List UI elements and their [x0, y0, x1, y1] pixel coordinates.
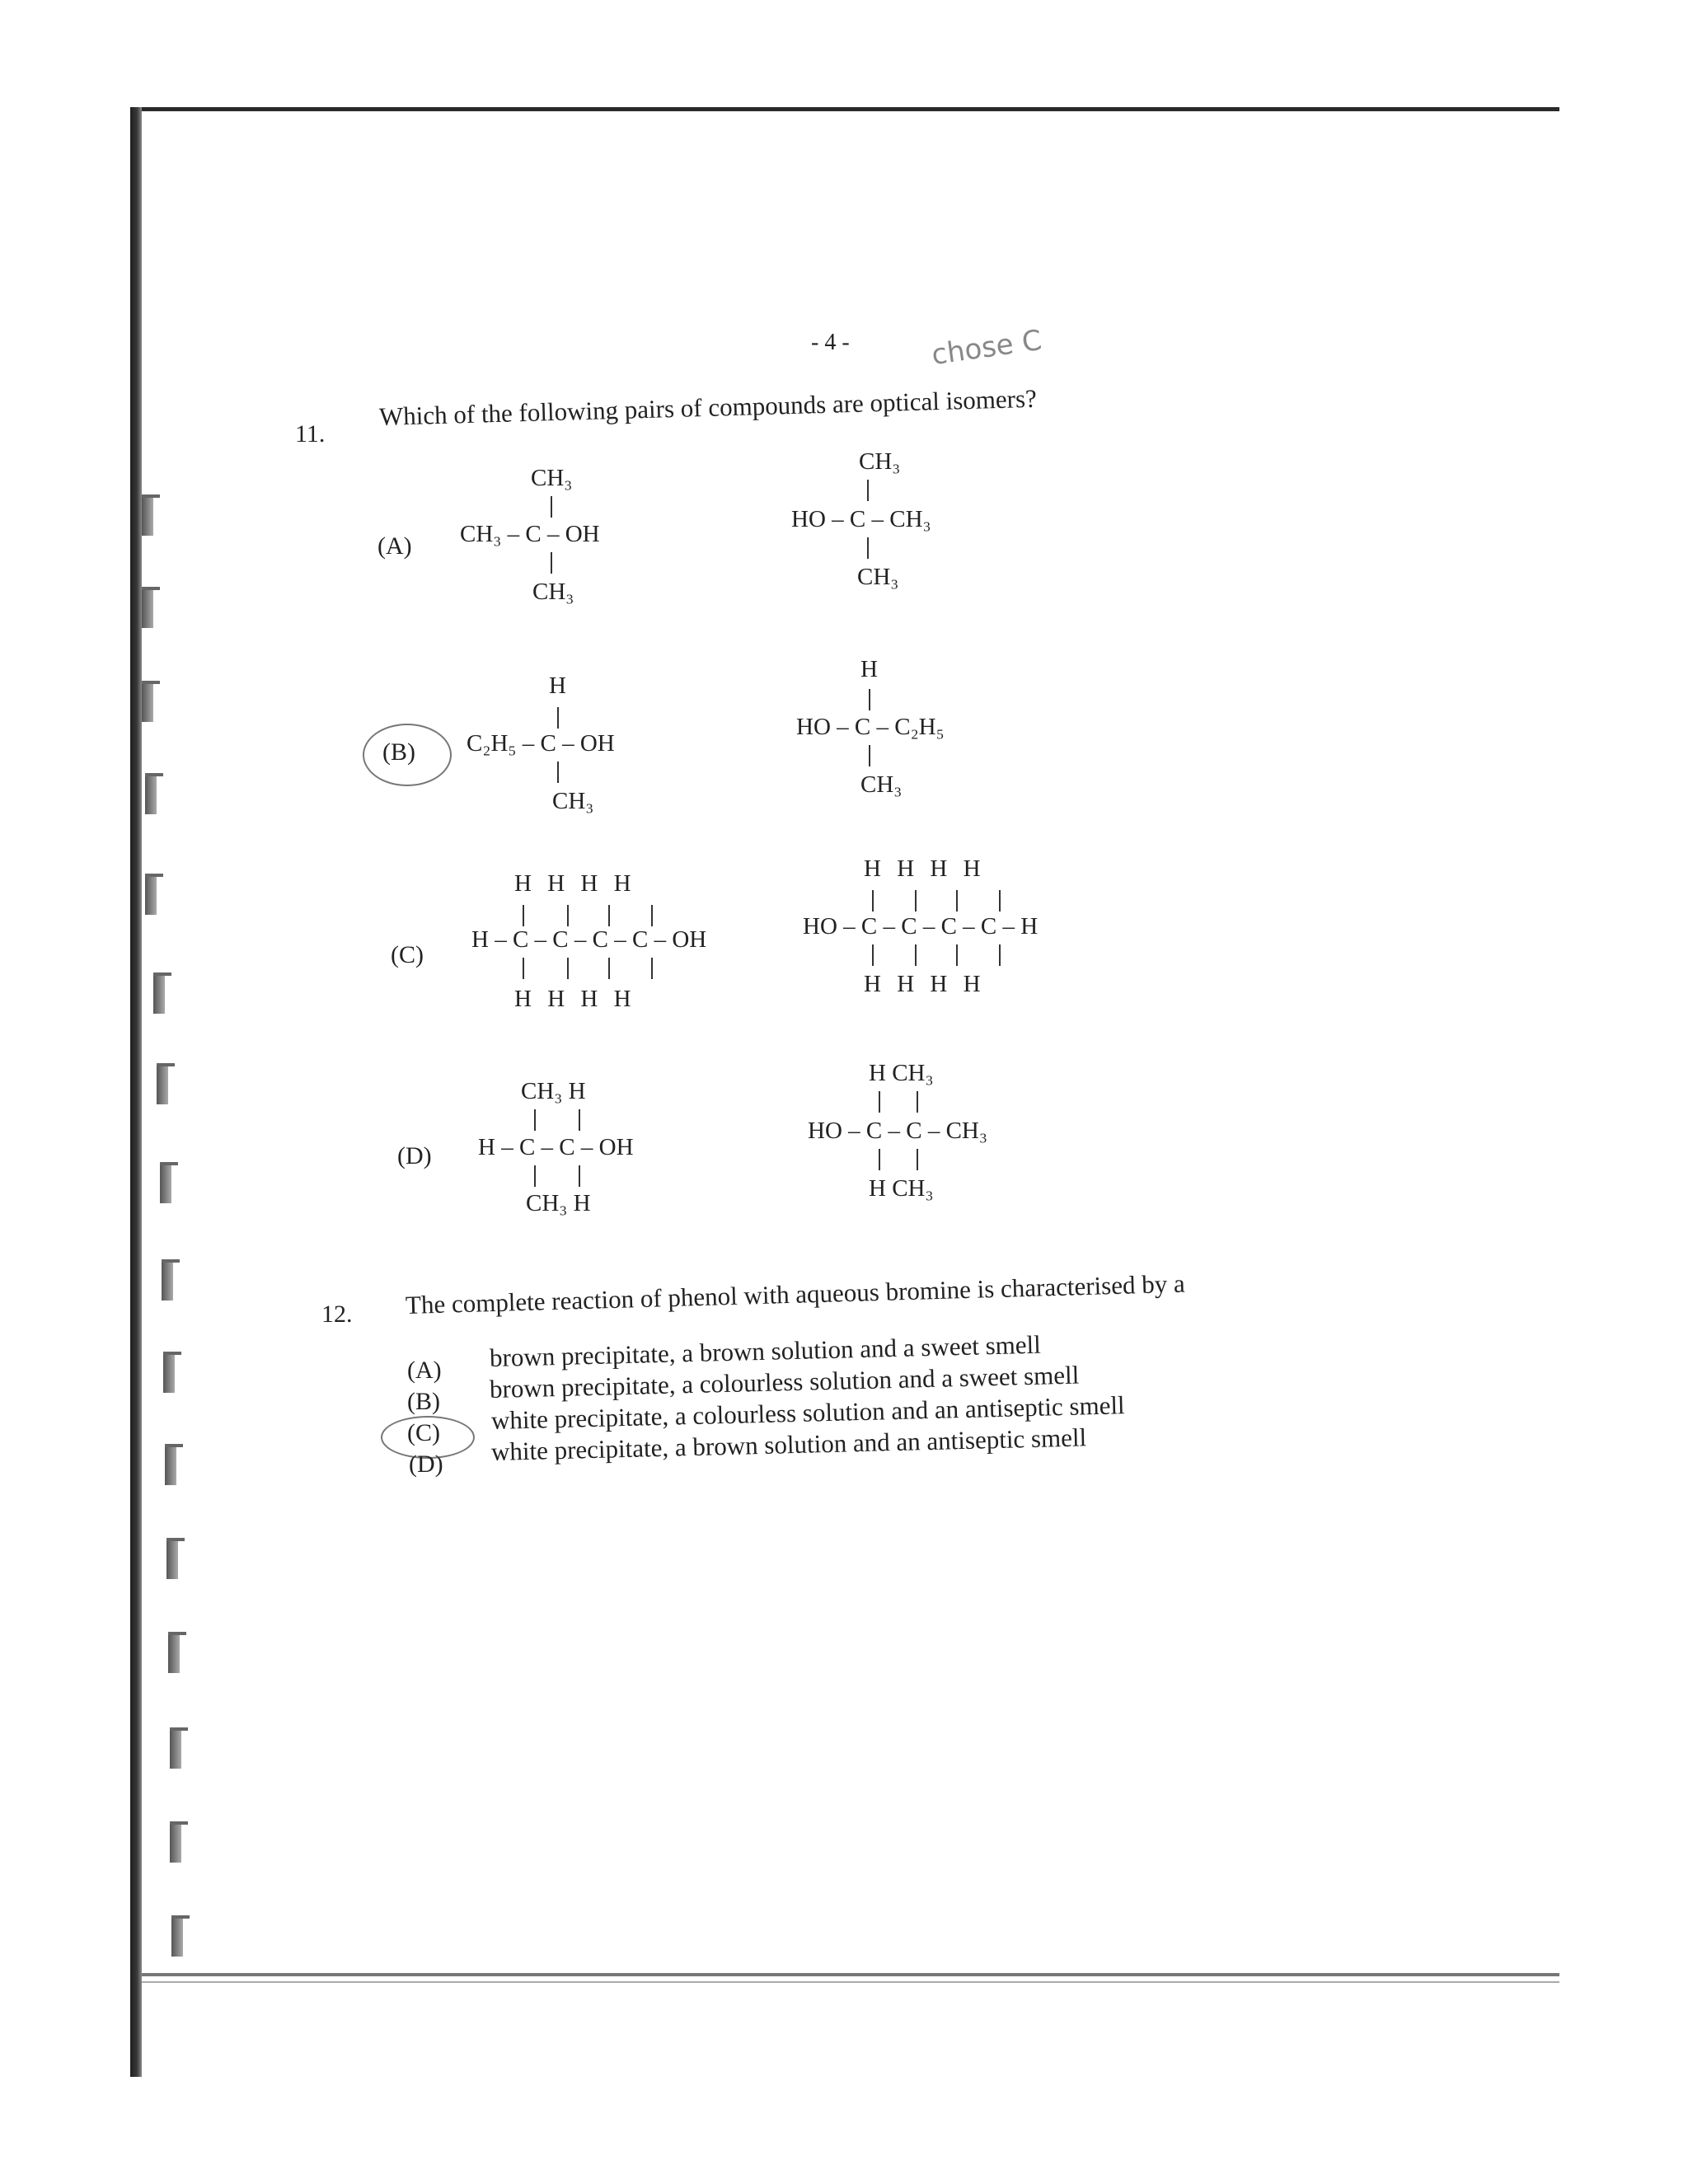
option-text: brown precipitate, a colourless solution and a sweet smell	[489, 1360, 1080, 1404]
bond	[999, 890, 1001, 912]
binding-tick	[153, 972, 165, 1014]
bond	[872, 890, 874, 912]
bond	[523, 958, 524, 979]
binding-tick	[157, 1063, 168, 1104]
structure-bottom: CH₃	[552, 788, 594, 814]
bond	[651, 905, 653, 926]
structure-top: CH₃ H	[521, 1078, 586, 1104]
binding-tick	[160, 1162, 171, 1203]
bond	[557, 707, 559, 729]
bond	[917, 1091, 918, 1113]
scan-edge-top	[130, 107, 1559, 111]
structure-bottom: CH₃	[532, 579, 574, 605]
bond	[999, 944, 1001, 966]
bond	[956, 944, 958, 966]
bond	[608, 905, 610, 926]
bond	[869, 745, 870, 766]
structure-row: HO – C – C – C – C – H	[803, 913, 1039, 940]
structure-top: CH₃	[859, 448, 901, 475]
bond	[917, 1149, 918, 1170]
bond	[879, 1149, 880, 1170]
binding-tick	[142, 587, 153, 628]
structure-row: HO – C – C₂H₅	[796, 714, 945, 740]
bond	[867, 537, 869, 559]
scan-edge-bottom	[142, 1973, 1559, 1976]
bond	[567, 905, 569, 926]
option-label: (D)	[409, 1451, 443, 1478]
option-label: (D)	[397, 1142, 432, 1169]
structure-bottom: CH₃	[857, 564, 899, 590]
binding-tick	[171, 1915, 183, 1957]
handwritten-note: chose C	[929, 323, 1044, 373]
structure-bottom: H H H H	[514, 986, 636, 1012]
bond	[879, 1091, 880, 1113]
binding-tick	[142, 494, 153, 536]
structure-bottom: CH₃	[860, 771, 903, 798]
option-label: (A)	[407, 1357, 442, 1384]
option-text: white precipitate, a colourless solution and an antiseptic smell	[490, 1390, 1125, 1435]
structure-row: CH₃ – C – OH	[460, 521, 600, 547]
binding-tick	[166, 1538, 178, 1579]
question-text: The complete reaction of phenol with aqueous bromine is characterised by a	[405, 1268, 1186, 1319]
structure-top: H H H H	[514, 870, 636, 897]
bond	[915, 890, 917, 912]
binding-tick	[162, 1259, 173, 1301]
bond	[567, 958, 569, 979]
option-label: (B)	[382, 738, 415, 766]
structure-row: C₂H₅ – C – OH	[467, 730, 615, 757]
option-label: (C)	[407, 1419, 440, 1446]
bond	[551, 552, 552, 574]
structure-row: H – C – C – C – C – OH	[471, 926, 707, 953]
option-text: brown precipitate, a brown solution and a sweet smell	[489, 1329, 1042, 1372]
bond	[557, 762, 559, 783]
option-text: white precipitate, a brown solution and an antiseptic smell	[490, 1422, 1087, 1466]
bond	[867, 480, 869, 501]
binding-tick	[165, 1444, 176, 1485]
binding-tick	[163, 1352, 175, 1393]
structure-top: H	[549, 673, 566, 699]
binding-tick	[170, 1727, 181, 1769]
structure-row: HO – C – CH₃	[791, 506, 931, 532]
binding-tick	[145, 874, 157, 915]
structure-row: HO – C – C – CH₃	[808, 1118, 987, 1144]
structure-bottom: H H H H	[864, 971, 986, 997]
bond	[534, 1109, 536, 1131]
bond	[608, 958, 610, 979]
structure-top: H CH₃	[869, 1060, 934, 1086]
binding-edge	[130, 107, 142, 2077]
structure-top: CH₃	[531, 465, 573, 491]
binding-tick	[145, 773, 157, 814]
bond	[534, 1165, 536, 1187]
bond	[579, 1109, 580, 1131]
scan-edge-bottom-2	[142, 1981, 1559, 1983]
bond	[651, 958, 653, 979]
structure-row: H – C – C – OH	[478, 1134, 634, 1160]
bond	[579, 1165, 580, 1187]
structure-bottom: CH₃ H	[526, 1190, 591, 1216]
question-text: Which of the following pairs of compounds are optical isomers?	[378, 383, 1038, 431]
page-number: - 4 -	[811, 330, 850, 355]
bond	[869, 689, 870, 710]
bond	[551, 496, 552, 518]
option-label: (C)	[391, 941, 424, 968]
bond	[872, 944, 874, 966]
question-number: 12.	[321, 1301, 353, 1328]
bond	[956, 890, 958, 912]
binding-tick	[168, 1632, 180, 1673]
bond	[523, 905, 524, 926]
binding-tick	[142, 681, 153, 722]
binding-tick	[170, 1821, 181, 1863]
question-number: 11.	[295, 420, 326, 448]
structure-top: H H H H	[864, 855, 986, 882]
bond	[915, 944, 917, 966]
structure-bottom: H CH₃	[869, 1175, 934, 1202]
option-label: (A)	[377, 532, 412, 560]
option-label: (B)	[407, 1388, 440, 1415]
structure-top: H	[860, 656, 878, 682]
